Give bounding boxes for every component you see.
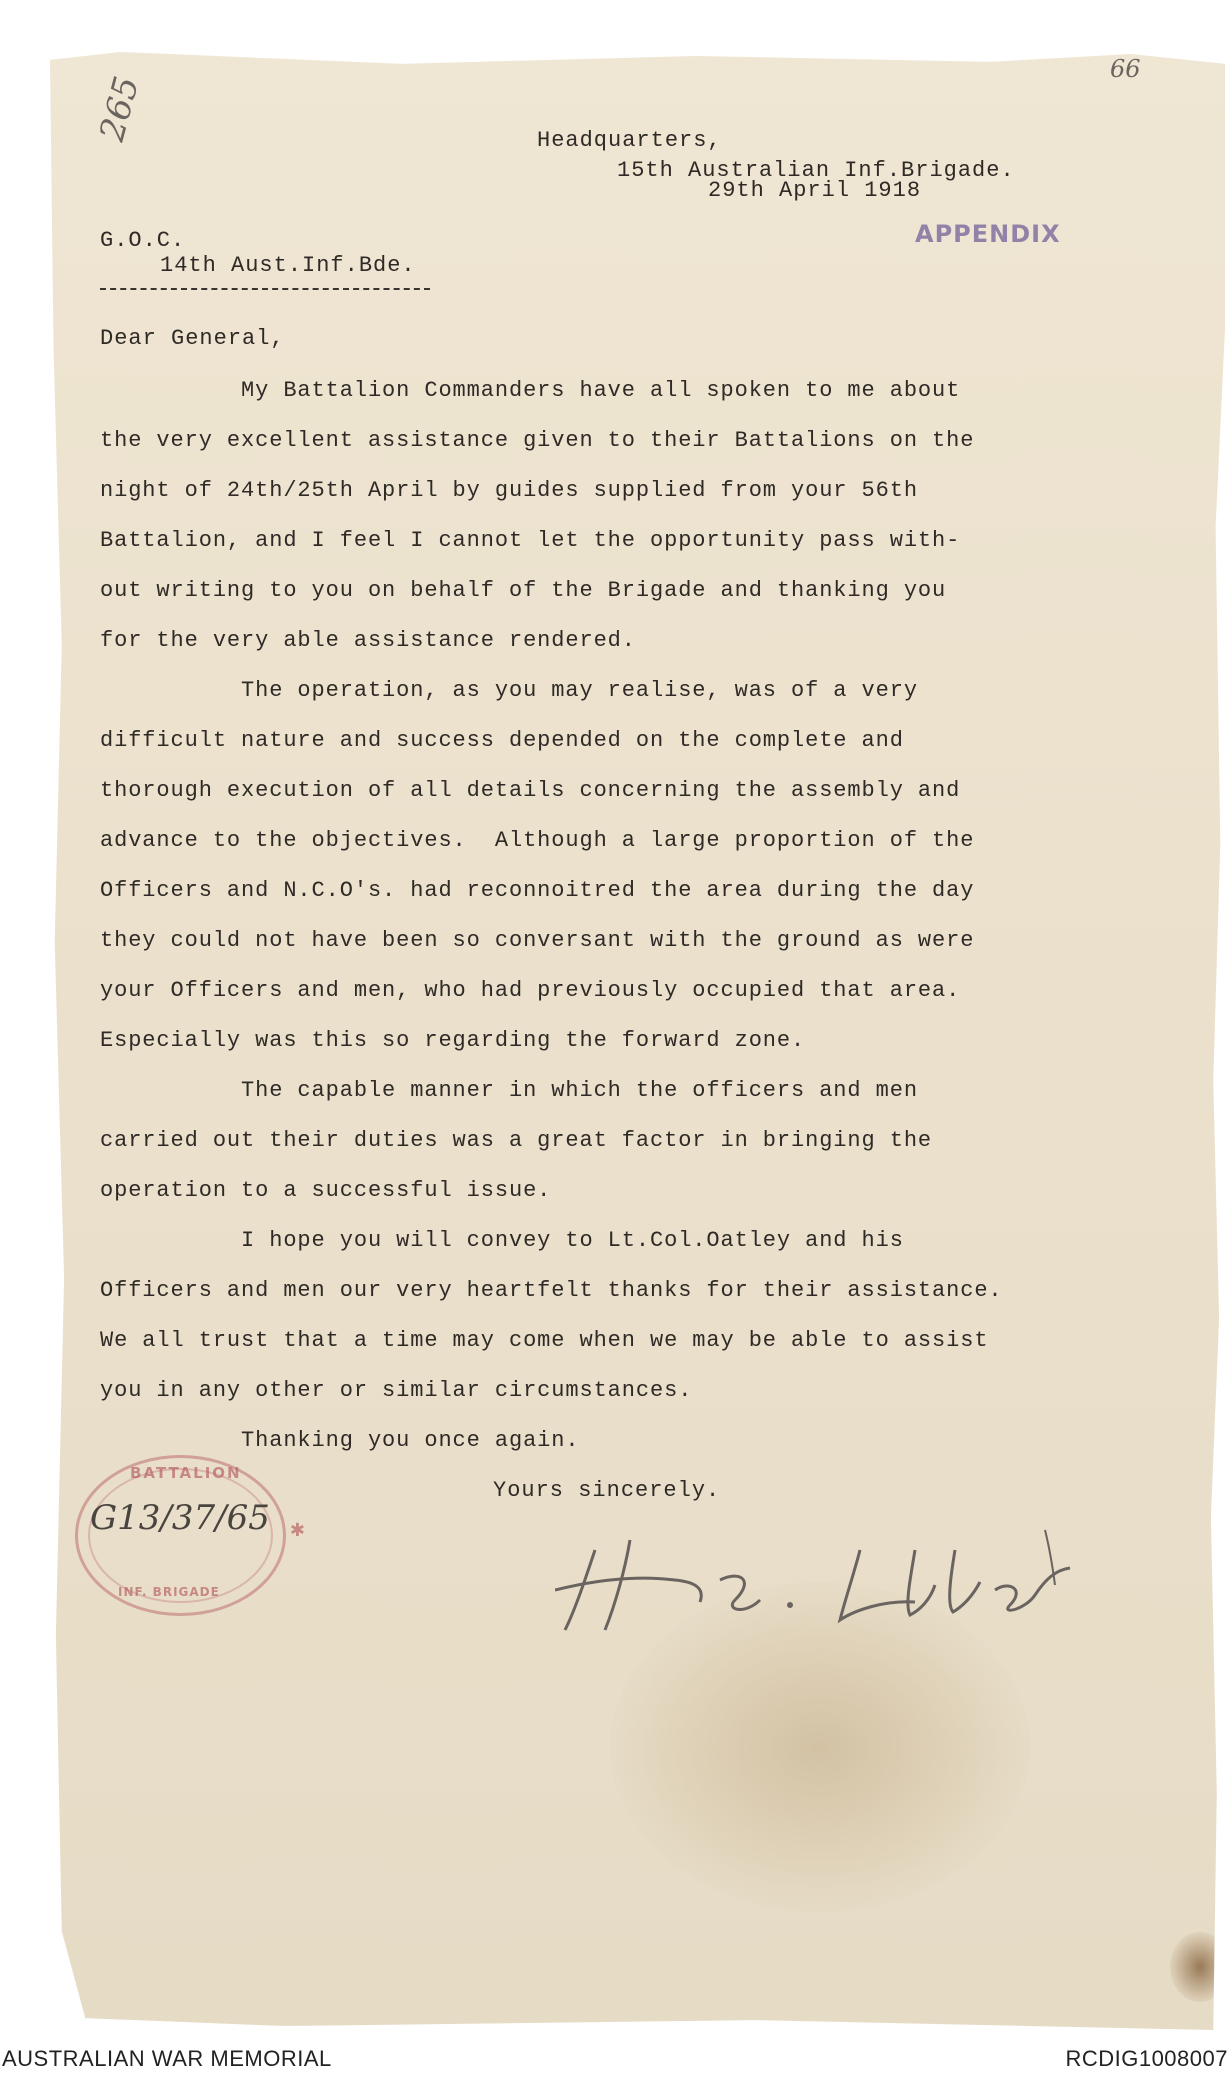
body-line: for the very able assistance rendered.: [100, 628, 636, 653]
body-line: My Battalion Commanders have all spoken to me about: [100, 378, 961, 403]
body-line: night of 24th/25th April by guides supplied from your 56th: [100, 478, 918, 503]
header-headquarters: Headquarters,: [537, 128, 722, 153]
salutation: Dear General,: [100, 326, 285, 351]
body-line: carried out their duties was a great factor in bringing the: [100, 1128, 933, 1153]
body-line: Officers and men our very heartfelt thanks for their assistance.: [100, 1278, 1003, 1303]
body-line: the very excellent assistance given to their Battalions on the: [100, 428, 975, 453]
addressee-goc: G.O.C.: [100, 228, 186, 253]
body-line: Especially was this so regarding the forward zone.: [100, 1028, 806, 1053]
pencil-page-number: 66: [1110, 55, 1141, 83]
stamp-star-icon: ✱: [289, 1520, 305, 1541]
corner-stain: [1170, 1932, 1230, 2002]
body-line: thorough execution of all details concerning the assembly and: [100, 778, 961, 803]
body-line: Officers and N.C.O's. had reconnoitred the area during the day: [100, 878, 975, 903]
header-brigade: 15th Australian Inf.Brigade.: [617, 158, 1015, 183]
brigade-received-stamp: [75, 1455, 305, 1616]
appendix-stamp: APPENDIX: [915, 220, 1061, 248]
body-line: I hope you will convey to Lt.Col.Oatley and his: [100, 1228, 904, 1253]
body-line: advance to the objectives. Although a large proportion of the: [100, 828, 975, 853]
body-line: We all trust that a time may come when we may be able to assist: [100, 1328, 989, 1353]
body-line: they could not have been so conversant with the ground as were: [100, 928, 975, 953]
footer-record-id: RCDIG1008007: [1065, 2046, 1228, 2071]
footer-institution: AUSTRALIAN WAR MEMORIAL: [2, 2046, 332, 2071]
stamp-top-text: BATTALION: [130, 1464, 242, 1482]
header-date: 29th April 1918: [708, 178, 922, 203]
body-line: The capable manner in which the officers and men: [100, 1078, 918, 1103]
pencil-folio-number: 265: [92, 72, 148, 146]
body-line: operation to a successful issue.: [100, 1178, 552, 1203]
body-line: Battalion, and I feel I cannot let the opportunity pass with-: [100, 528, 961, 553]
body-line: your Officers and men, who had previously occupied that area.: [100, 978, 961, 1003]
body-line: you in any other or similar circumstances.: [100, 1378, 693, 1403]
closing: Yours sincerely.: [493, 1478, 721, 1503]
body-line: difficult nature and success depended on the complete and: [100, 728, 904, 753]
body-line: The operation, as you may realise, was of a very: [100, 678, 918, 703]
addressee-underline: [100, 288, 430, 290]
stamp-bottom-text: INF. BRIGADE: [118, 1585, 220, 1599]
body-line: Thanking you once again.: [100, 1428, 580, 1453]
addressee-brigade: 14th Aust.Inf.Bde.: [160, 253, 416, 278]
signature: [555, 1510, 1095, 1660]
body-line: out writing to you on behalf of the Brigade and thanking you: [100, 578, 947, 603]
stamp-handwritten-number: G13/37/65: [90, 1498, 270, 1538]
